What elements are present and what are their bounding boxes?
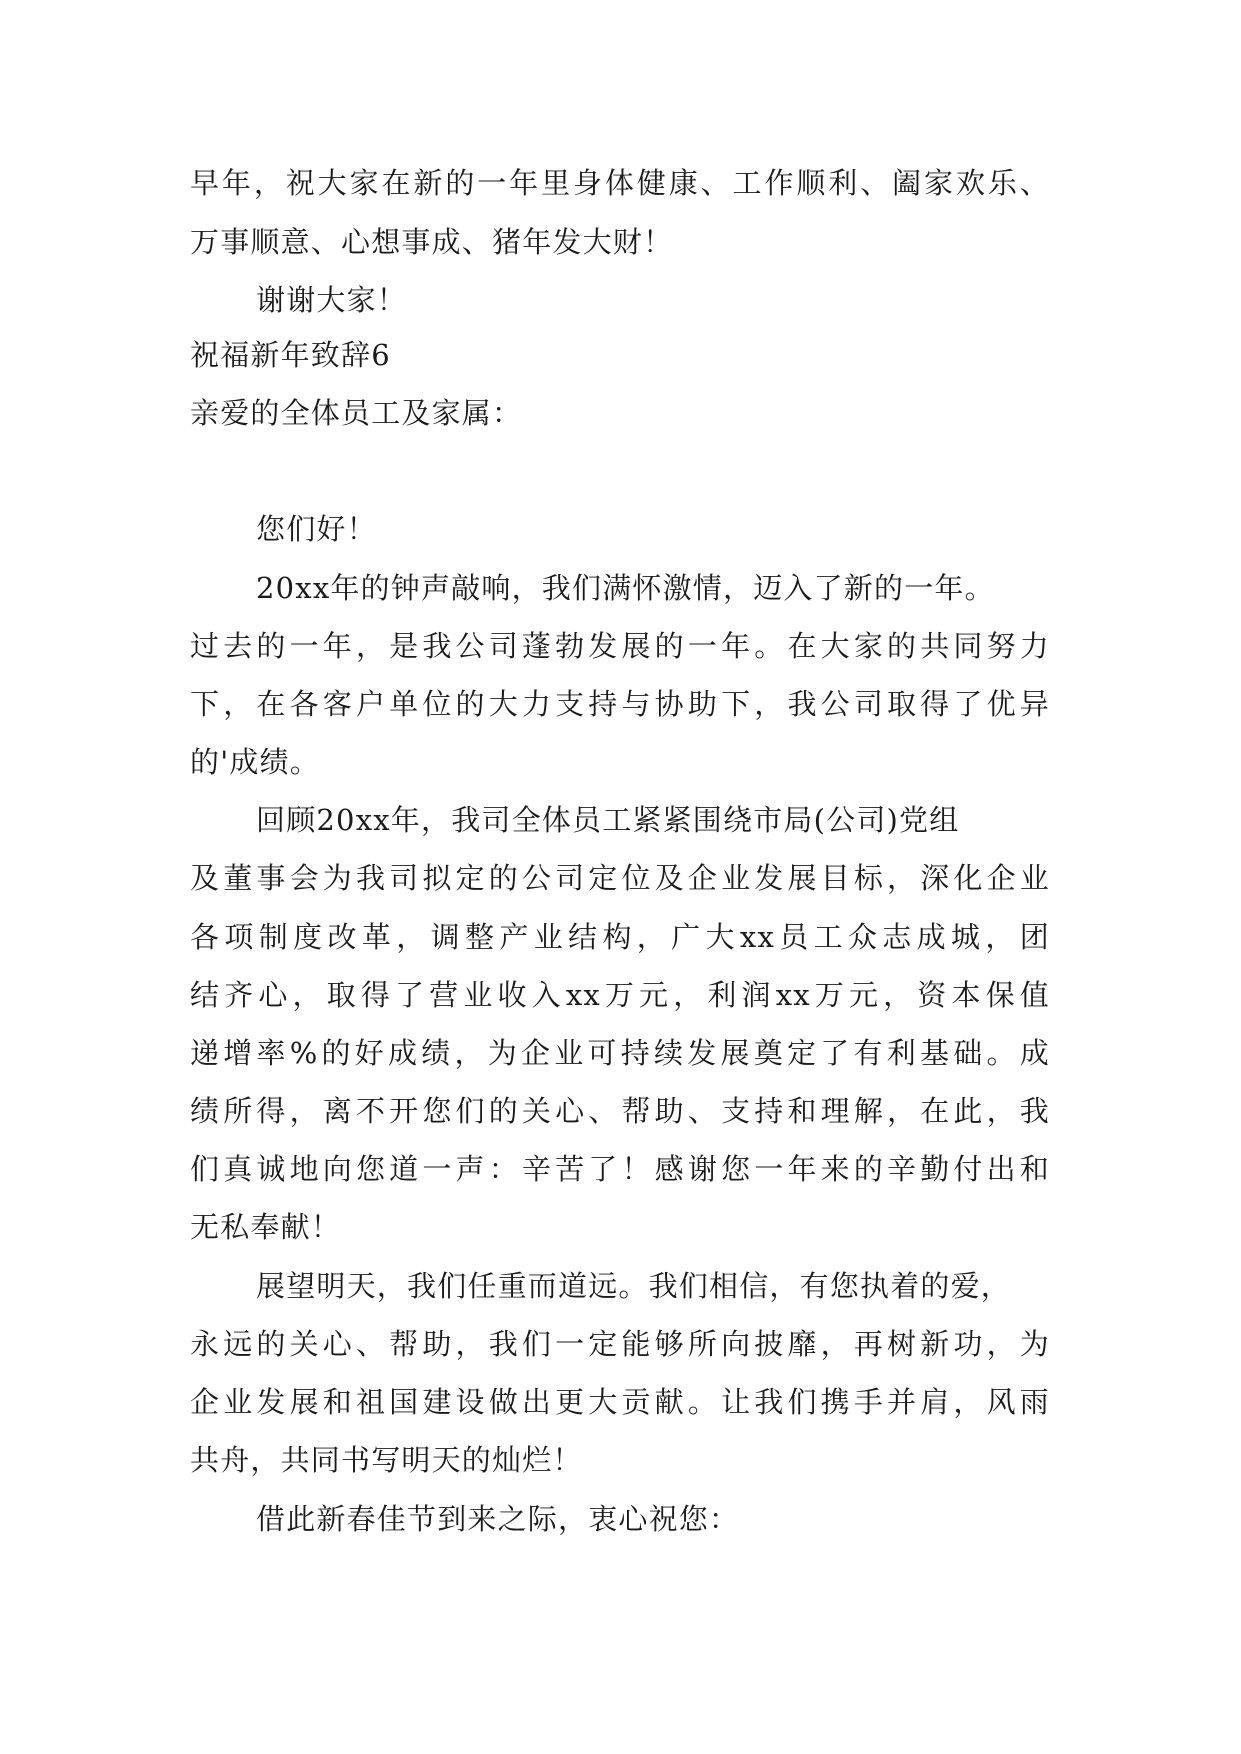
text-line: 及董事会为我司拟定的公司定位及企业发展目标，深化企业 <box>190 861 1050 895</box>
text-line: 借此新春佳节到来之际，衷心祝您： <box>256 1502 740 1536</box>
text-line: 过去的一年，是我公司蓬勃发展的一年。在大家的共同努力 <box>190 629 1050 663</box>
text-line: 结齐心，取得了营业收入xx万元，利润xx万元，资本保值 <box>190 978 1050 1012</box>
text-line: 展望明天，我们任重而道远。我们相信，有您执着的爱， <box>256 1269 1012 1303</box>
text-line: 无私奉献！ <box>190 1210 342 1244</box>
text-line: 20xx年的钟声敲响，我们满怀激情，迈入了新的一年。 <box>256 571 995 605</box>
section-heading: 祝福新年致辞6 <box>190 338 391 372</box>
text-line: 各项制度改革，调整产业结构，广大xx员工众志成城，团 <box>190 920 1050 954</box>
text-line: 谢谢大家！ <box>256 283 408 317</box>
text-line: 永远的关心、帮助，我们一定能够所向披靡，再树新功，为 <box>190 1327 1050 1361</box>
text-line: 绩所得，离不开您们的关心、帮助、支持和理解，在此，我 <box>190 1094 1050 1128</box>
text-line: 递增率%的好成绩，为企业可持续发展奠定了有利基础。成 <box>190 1036 1050 1070</box>
text-line: 企业发展和祖国建设做出更大贡献。让我们携手并肩，风雨 <box>190 1385 1050 1419</box>
text-line: 万事顺意、心想事成、猪年发大财！ <box>190 225 674 259</box>
salutation: 亲爱的全体员工及家属： <box>190 396 523 430</box>
text-line: 回顾20xx年，我司全体员工紧紧围绕市局(公司)党组 <box>256 803 960 837</box>
text-line: 早年，祝大家在新的一年里身体健康、工作顺利、阖家欢乐、 <box>190 166 1050 200</box>
text-line: 共舟，共同书写明天的灿烂！ <box>190 1443 583 1477</box>
text-line: 下，在各客户单位的大力支持与协助下，我公司取得了优异 <box>190 687 1050 721</box>
greeting: 您们好！ <box>256 512 377 546</box>
text-line: 的'成绩。 <box>190 745 320 779</box>
text-line: 们真诚地向您道一声：辛苦了！感谢您一年来的辛勤付出和 <box>190 1152 1050 1186</box>
